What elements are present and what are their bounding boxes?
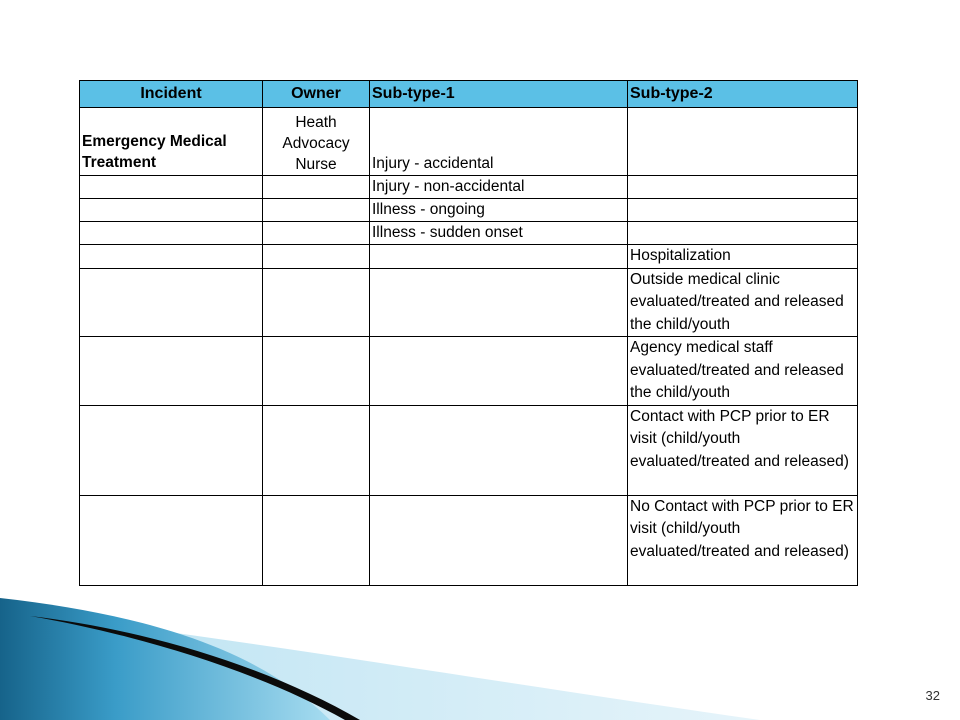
page-number: 32 xyxy=(925,688,940,703)
header-row xyxy=(80,81,858,108)
subtype2-cell: Contact with PCP prior to ER visit (child/youth evaluated/treated and released) xyxy=(628,405,858,495)
subtype1-cell xyxy=(370,245,628,269)
incident-cell xyxy=(80,245,263,269)
table-row xyxy=(80,405,858,495)
subtype1-cell: Injury - non-accidental xyxy=(370,176,628,199)
table-row xyxy=(80,199,858,222)
subtype2-cell xyxy=(628,199,858,222)
subtype1-cell xyxy=(370,495,628,585)
incident-cell xyxy=(80,405,263,495)
header-subtype-1: Sub-type-1 xyxy=(370,81,628,108)
subtype2-cell: Agency medical staff evaluated/treated and released the child/youth xyxy=(628,337,858,406)
owner-cell xyxy=(263,222,370,245)
subtype2-cell: No Contact with PCP prior to ER visit (child/youth evaluated/treated and released) xyxy=(628,495,858,585)
incident-cell: Emergency Medical Treatment xyxy=(80,108,263,176)
subtype2-cell: Hospitalization xyxy=(628,245,858,269)
incident-cell xyxy=(80,176,263,199)
header-owner: Owner xyxy=(263,81,370,108)
owner-cell xyxy=(263,268,370,337)
subtype2-cell: Outside medical clinic evaluated/treated and released the child/youth xyxy=(628,268,858,337)
subtype1-cell: Illness - ongoing xyxy=(370,199,628,222)
owner-cell xyxy=(263,495,370,585)
subtype1-cell: Illness - sudden onset xyxy=(370,222,628,245)
table-row xyxy=(80,337,858,406)
table-row xyxy=(80,268,858,337)
incident-cell xyxy=(80,199,263,222)
table-row xyxy=(80,176,858,199)
owner-cell xyxy=(263,199,370,222)
subtype1-cell xyxy=(370,268,628,337)
owner-cell xyxy=(263,405,370,495)
owner-cell: Heath Advocacy Nurse xyxy=(263,108,370,176)
header-subtype-2: Sub-type-2 xyxy=(628,81,858,108)
table-row xyxy=(80,222,858,245)
incident-cell xyxy=(80,337,263,406)
incident-cell xyxy=(80,268,263,337)
header-incident: Incident xyxy=(80,81,263,108)
incident-table xyxy=(79,80,858,586)
table-row xyxy=(80,108,858,176)
subtype1-cell xyxy=(370,337,628,406)
subtype2-cell xyxy=(628,108,858,176)
owner-cell xyxy=(263,337,370,406)
incident-cell xyxy=(80,495,263,585)
table-row xyxy=(80,495,858,585)
owner-cell xyxy=(263,176,370,199)
owner-cell xyxy=(263,245,370,269)
subtype2-cell xyxy=(628,176,858,199)
table-row xyxy=(80,245,858,269)
subtype2-cell xyxy=(628,222,858,245)
subtype1-cell: Injury - accidental xyxy=(370,108,628,176)
incident-cell xyxy=(80,222,263,245)
subtype1-cell xyxy=(370,405,628,495)
